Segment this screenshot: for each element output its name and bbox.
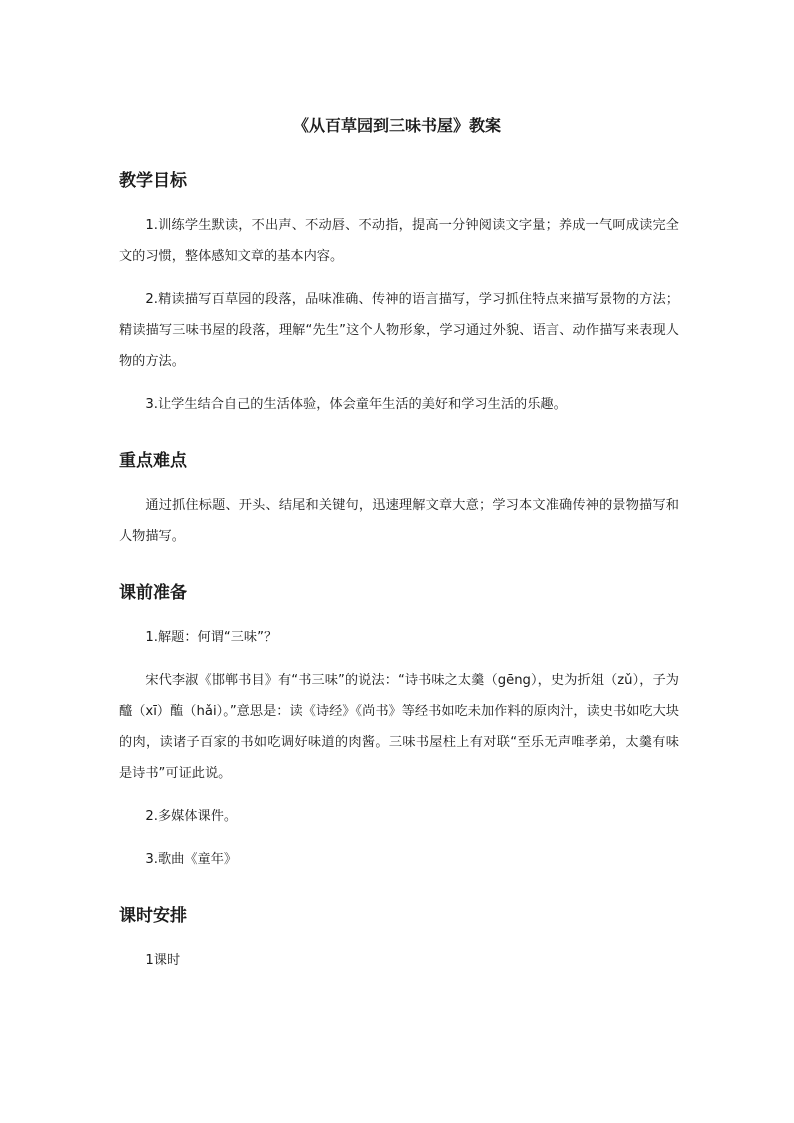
paragraph: 宋代李淑《邯郸书目》有“书三味”的说法：“诗书味之太羹（gēng），史为折俎（zǔ），子为醯（xī）醢（hǎi）。”意思是：读《诗经》《尚书》等经书如吃未加作料的原肉汁，读史书如吃大块的肉，读诸子百家的书如吃调好味道的肉酱。三味书屋柱上有对联“至乐无声唯孝弟，太羹有味是诗书”可证此说。 [119, 673, 679, 781]
paragraph: 2.精读描写百草园的段落，品味准确、传神的语言描写，学习抓住特点来描写景物的方法；精读描写三味书屋的段落，理解“先生”这个人物形象，学习通过外貌、语言、动作描写来表现人物的方法。 [119, 292, 679, 369]
document-body [119, 168, 679, 976]
section-key-points [119, 448, 679, 552]
section-preparation [119, 580, 679, 875]
section-heading: 重点难点 [119, 451, 187, 471]
paragraph: 1.解题：何谓“三味”？ [145, 630, 278, 645]
paragraph: 通过抓住标题、开头、结尾和关键句，迅速理解文章大意；学习本文准确传神的景物描写和人物描写。 [119, 498, 679, 544]
section-schedule [119, 903, 679, 976]
paragraph: 3.让学生结合自己的生活体验，体会童年生活的美好和学习生活的乐趣。 [145, 397, 567, 412]
paragraph: 1.训练学生默读，不出声、不动唇、不动指，提高一分钟阅读文字量；养成一气呵成读完全文的习惯，整体感知文章的基本内容。 [119, 218, 679, 264]
paragraph: 3.歌曲《童年》 [145, 852, 238, 867]
paragraph: 2.多媒体课件。 [145, 809, 238, 824]
section-heading: 教学目标 [119, 171, 187, 191]
section-heading: 课前准备 [119, 583, 187, 603]
paragraph: 1课时 [145, 953, 181, 968]
section-heading: 课时安排 [119, 906, 187, 926]
section-teaching-goals [119, 168, 679, 420]
document-title: 《从百草园到三味书屋》教案 [292, 116, 501, 135]
